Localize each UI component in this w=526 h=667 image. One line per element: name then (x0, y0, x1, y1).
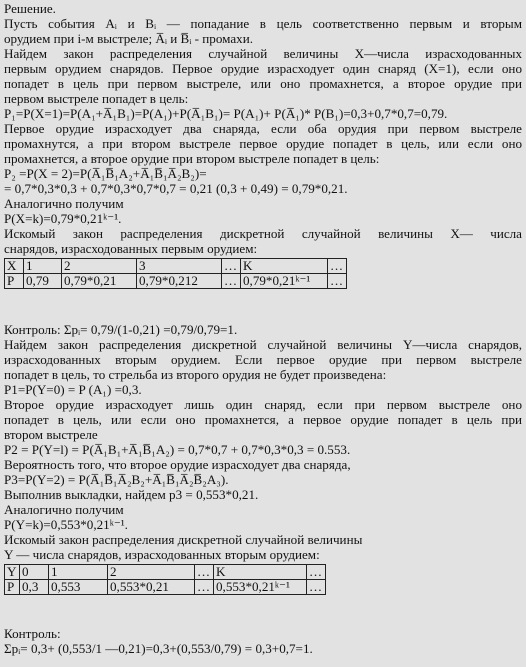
text-line: Пусть события Aᵢ и Bᵢ — попадание в цель соответственно первым и вторым (4, 17, 522, 31)
table-cell: 0,553*0,21ᵏ⁻¹ (214, 580, 307, 595)
table-cell: Y (5, 565, 20, 580)
text-line: втором выстреле (4, 428, 98, 442)
table-cell: 0,79*0,21ᵏ⁻¹ (241, 274, 328, 289)
heading-solution: Решение. (4, 2, 56, 16)
table-cell: 0,553*0,21 (108, 580, 195, 595)
table-cell: … (328, 259, 347, 274)
text-line: первом выстреле попадет в цель: (4, 92, 189, 106)
control-label-y: Контроль: (4, 627, 61, 641)
table-cell: 0,79*0,212 (137, 274, 222, 289)
text-line: промахнется, а второе орудие при втором выстреле попадет в цель: (4, 152, 380, 166)
text-line: Аналогично получим (4, 197, 124, 211)
table-cell: … (195, 580, 214, 595)
table-row (5, 580, 326, 595)
table-cell: 2 (108, 565, 195, 580)
formula-p1: P₁=P(X=1)=P(A₁+A̅₁B₁)=P(A₁)+P(A̅₁B₁)= P(A₁)+ P(A̅₁)* P(B₁)=0,3+0,7*0,7=0,79. (4, 107, 448, 121)
table-cell: P (5, 274, 24, 289)
table-cell: … (307, 565, 326, 580)
table-row (5, 565, 326, 580)
table-cell: 0,79 (24, 274, 62, 289)
formula-p2-y: P2 = P(Y=l) = P(A̅₁B₁+A̅₁B̅₁A₂) = 0,7*0,7 + 0,7*0,3*0,3 = 0.553. (4, 443, 351, 457)
text-line: Вероятность того, что второе орудие израсходует два снаряда, (4, 458, 351, 472)
text-line: первым орудием снарядов. Первое орудие израсходует один снаряд (X=1), если оно (4, 62, 522, 76)
control-sum-x: Контроль: Σpᵢ= 0,79/(1-0,21) =0,79/0,79=1. (4, 323, 238, 337)
table-row (5, 259, 347, 274)
text-line: Выполнив выкладки, найдем p3 = 0,553*0,21. (4, 488, 259, 502)
table-cell: … (195, 565, 214, 580)
control-sum-y: Σpᵢ= 0,3+ (0,553/1 —0,21)=0,3+(0,553/0,79) = 0,3+0,7=1. (4, 642, 313, 656)
table-cell: 2 (62, 259, 137, 274)
table-row (5, 274, 347, 289)
table-cell: … (307, 580, 326, 595)
text-line: снарядов, израсходованных первым орудием: (4, 242, 258, 256)
formula-p2-value: = 0,7*0,3*0,3 + 0,7*0,3*0,7*0,7 = 0,21 (0,3 + 0,49) = 0,79*0,21. (4, 182, 348, 196)
table-cell: 0,553 (49, 580, 108, 595)
formula-pk: P(X=k)=0,79*0,21ᵏ⁻¹. (4, 212, 122, 226)
table-cell: P (5, 580, 20, 595)
table-cell: 3 (137, 259, 222, 274)
text-line: Искомый закон распределения дискретной случайной величины (4, 533, 363, 547)
formula-pk-y: P(Y=k)=0,553*0,21ᵏ⁻¹. (4, 518, 128, 532)
distribution-table-x (4, 258, 347, 289)
formula-p3-y: P3=P(Y=2) = P(A̅₁B̅₁A̅₂B₂+A̅₁B̅₁A̅₂B̅₂A₃). (4, 473, 229, 487)
table-cell: … (222, 259, 241, 274)
table-cell: … (222, 274, 241, 289)
table-cell: 0,79*0,21 (62, 274, 137, 289)
table-cell: 1 (24, 259, 62, 274)
text-line: Второе орудие израсходует лишь один снаряд, если при первом выстреле оно (4, 398, 522, 412)
distribution-table-y (4, 564, 326, 595)
table-cell: … (328, 274, 347, 289)
text-line: попадет в цель, то стрельба из второго орудия не будет произведена: (4, 368, 387, 382)
formula-p2: P₂ =P(X = 2)=P(A̅₁B̅₁A₂+A̅₁B̅₁A̅₂B₂)= (4, 167, 207, 181)
text-line: Найдем закон распределения случайной величины X—числа израсходованных (4, 47, 522, 61)
text-line: попадет в цель, или если оно промахнется, а первое орудие попадет в цель при (4, 413, 522, 427)
table-cell: 0 (20, 565, 49, 580)
table-cell: K (241, 259, 328, 274)
text-line: Аналогично получим (4, 503, 124, 517)
table-cell: 0,3 (20, 580, 49, 595)
text-line: израсходованных вторым орудием. Если первое орудие при первом выстреле (4, 353, 522, 367)
formula-p1-y: P1=P(Y=0) = P (A₁) =0,3. (4, 383, 142, 397)
text-line: Найдем закон распределения дискретной случайной величины Y—числа снарядов, (4, 338, 522, 352)
text-line: попадет в цель при первом выстреле, или оно промахнется, а второе орудие при (4, 77, 522, 91)
table-cell: X (5, 259, 24, 274)
text-line: промахнутся, а при втором выстреле первое орудие попадет в цель, или если оно (4, 137, 522, 151)
text-line: Первое орудие израсходует два снаряда, если оба орудия при первом выстреле (4, 122, 522, 136)
table-cell: 1 (49, 565, 108, 580)
text-line: Y — числа снарядов, израсходованных вторым орудием: (4, 548, 320, 562)
text-line: орудием при i-м выстреле; A̅ᵢ и B̅ᵢ - промахи. (4, 32, 253, 46)
table-cell: K (214, 565, 307, 580)
text-line: Искомый закон распределения дискретной случайной величины X— числа (4, 227, 522, 241)
